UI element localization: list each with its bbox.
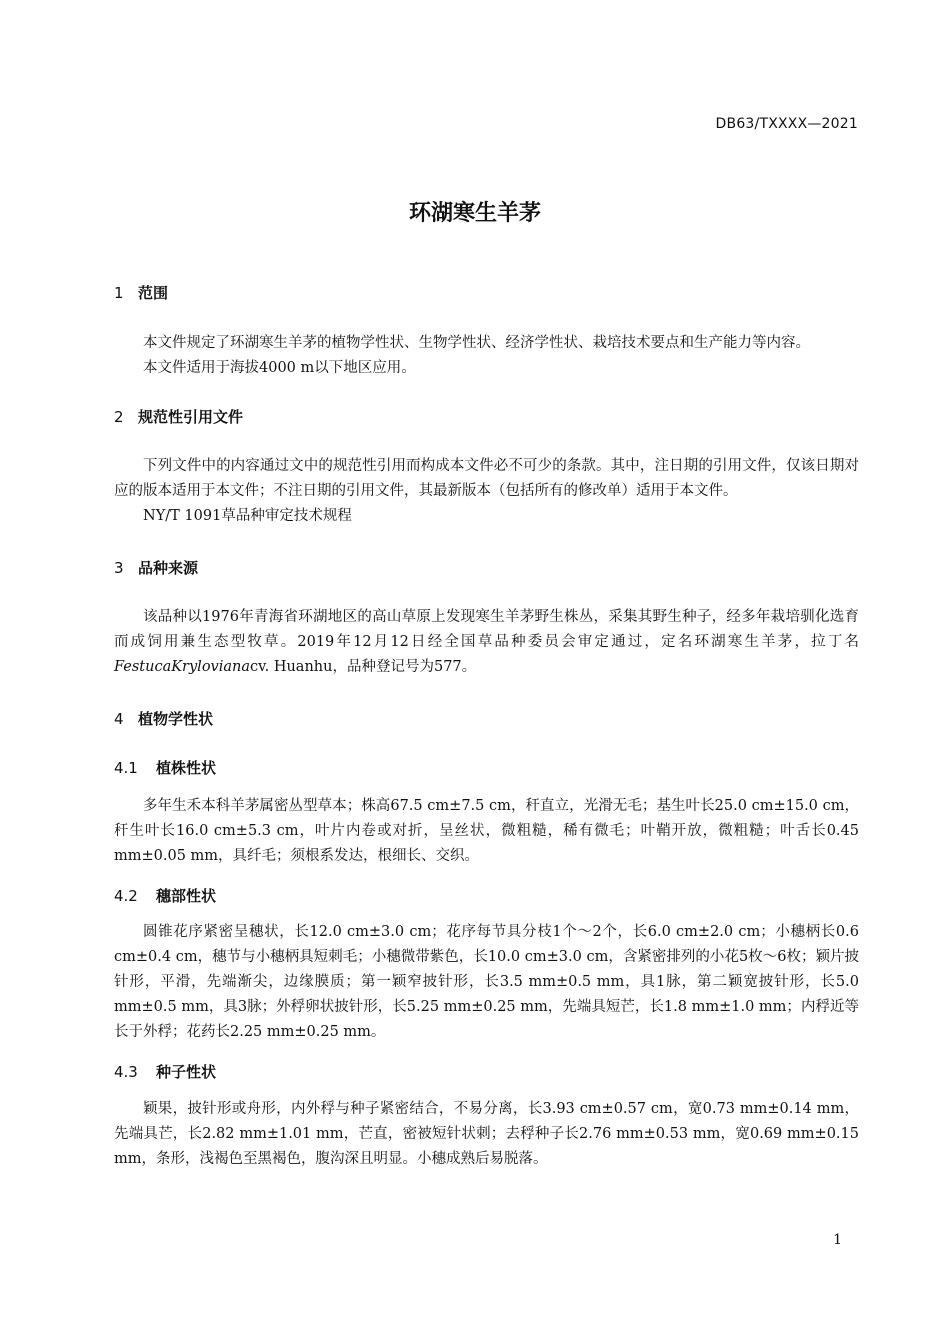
section-1-paragraph-1: 本文件规定了环湖寒生羊茅的植物学性状、生物学性状、经济学性状、栽培技术要点和生产能力等内容。 <box>143 335 810 351</box>
section-2-paragraph-1: 下列文件中的内容通过文中的规范性引用而构成本文件必不可少的条款。其中，注日期的引用文件，仅该日期对应的版本适用于本文件；不注日期的引用文件，其最新版本（包括所有的修改单）适用于本文件。 <box>114 458 859 499</box>
section-1-paragraph-2: 本文件适用于海拔4000 m以下地区应用。 <box>143 360 416 376</box>
section-3-heading <box>114 557 859 579</box>
latin-name: FestucaKryloviana <box>114 659 251 675</box>
section-2-title: 规范性引用文件 <box>138 408 244 426</box>
section-4-2-title: 穗部性状 <box>156 887 217 905</box>
section-3-paragraph-1 <box>114 605 859 680</box>
section-4-3-title: 种子性状 <box>156 1063 217 1081</box>
section-2-paragraph-2: NY/T 1091草品种审定技术规程 <box>143 508 352 524</box>
section-2-heading <box>114 406 859 428</box>
section-4-title: 植物学性状 <box>138 710 214 728</box>
section-4-heading <box>114 708 859 730</box>
section-4-3-number: 4.3 <box>114 1063 138 1081</box>
section-4-number: 4 <box>114 710 124 728</box>
section-3-title: 品种来源 <box>138 559 199 577</box>
section-1-heading <box>114 282 859 304</box>
document-body <box>114 282 859 1172</box>
section-4-2-paragraph: 圆锥花序紧密呈穗状，长12.0 cm±3.0 cm；花序每节具分枝1个～2个，长6.0 cm±2.0 cm；小穗柄长0.6 cm±0.4 cm，穗节与小穗柄具短刺毛；小穗微带紫色，长10.0 cm±3.0 cm，含紧密排列的小花5枚～6枚；颖片披针形，平滑，先端渐尖，边缘膜质；第一颖窄披针形，长3.5 mm±0.5 mm，具1脉，第二颖宽披针形，长5.0 mm±0.5 mm，具3脉；外稃卵状披针形，长5.25 mm±0.25 mm，先端具短芒，长1.8 mm±1.0 mm；内稃近等长于外稃；花药长2.25 mm±0.25 mm。 <box>114 924 859 1040</box>
section-4-2-number: 4.2 <box>114 887 138 905</box>
section-3-text-a: 该品种以1976年青海省环湖地区的高山草原上发现寒生羊茅野生株丛，采集其野生种子，经多年栽培驯化选育而成饲用兼生态型牧草。2019年12月12日经全国草品种委员会审定通过，定名环湖寒生羊茅，拉丁名 <box>114 609 859 650</box>
section-3-number: 3 <box>114 559 124 577</box>
section-4-3-heading <box>114 1061 859 1083</box>
page-number: 1 <box>833 1232 842 1248</box>
section-1-title: 范围 <box>138 284 169 302</box>
section-4-1-number: 4.1 <box>114 759 138 777</box>
section-4-1-heading <box>114 757 859 779</box>
section-1-number: 1 <box>114 284 124 302</box>
section-4-1-title: 植株性状 <box>156 759 217 777</box>
document-code: DB63/TXXXX—2021 <box>715 116 858 132</box>
section-4-2-heading <box>114 885 859 907</box>
section-4-1-paragraph: 多年生禾本科羊茅属密丛型草本；株高67.5 cm±7.5 cm，秆直立，光滑无毛；基生叶长25.0 cm±15.0 cm，秆生叶长16.0 cm±5.3 cm，叶片内卷或对折，呈丝状，微粗糙，稀有微毛；叶鞘开放，微粗糙；叶舌长0.45 mm±0.05 mm，具纤毛；须根系发达，根细长、交织。 <box>114 798 859 864</box>
section-4-3-paragraph: 颖果，披针形或舟形，内外稃与种子紧密结合，不易分离，长3.93 cm±0.57 cm，宽0.73 mm±0.14 mm，先端具芒，长2.82 mm±1.01 mm，芒直，密被短针状刺；去稃种子长2.76 mm±0.53 mm，宽0.69 mm±0.15 mm，条形，浅褐色至黑褐色，腹沟深且明显。小穗成熟后易脱落。 <box>114 1101 859 1167</box>
section-2-number: 2 <box>114 408 124 426</box>
document-title: 环湖寒生羊茅 <box>408 201 541 226</box>
section-3-text-b: cv. Huanhu，品种登记号为577。 <box>250 659 477 675</box>
